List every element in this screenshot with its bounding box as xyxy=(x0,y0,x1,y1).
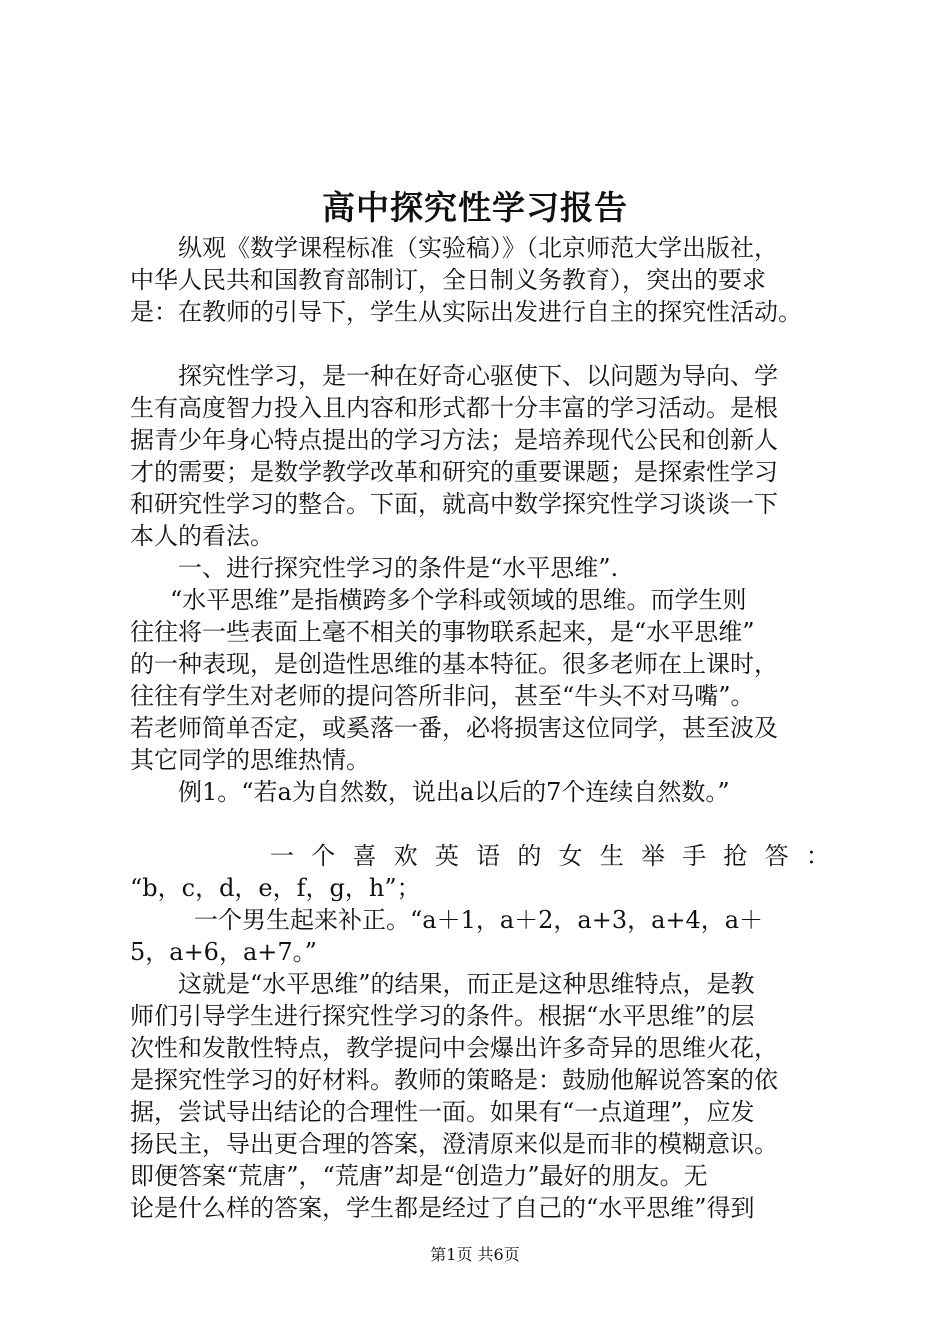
paragraph-line: 其它同学的思维热情。 xyxy=(130,746,370,774)
document-body xyxy=(130,232,830,1224)
paragraph-line: 一个男生起来补正。“a＋1，a＋2，a+3，a+4，a＋ xyxy=(194,906,764,934)
page-footer: 第1页 共6页 xyxy=(430,1245,520,1264)
paragraph-line: “水平思维”是指横跨多个学科或领域的思维。而学生则 xyxy=(170,586,747,614)
paragraph-line: 中华人民共和国教育部制订，全日制义务教育），突出的要求 xyxy=(130,266,766,294)
spread-char: ： xyxy=(805,842,830,870)
paragraph-line: 若老师简单否定，或奚落一番，必将损害这位同学，甚至波及 xyxy=(130,714,778,742)
paragraph-gap xyxy=(130,328,830,360)
spread-char: 抢 xyxy=(723,842,748,870)
paragraph-line: 生有高度智力投入且内容和形式都十分丰富的学习活动。是根 xyxy=(130,394,778,422)
paragraph-line: 师们引导学生进行探究性学习的条件。根据“水平思维”的层 xyxy=(130,1002,755,1030)
paragraph-line: 和研究性学习的整合。下面，就高中数学探究性学习谈谈一下 xyxy=(130,490,778,518)
paragraph-line: 扬民主，导出更合理的答案，澄清原来似是而非的模糊意识。 xyxy=(130,1130,778,1158)
spread-char: 英 xyxy=(434,842,459,870)
paragraph-line: 本人的看法。 xyxy=(130,522,274,550)
spread-char: 喜 xyxy=(352,842,377,870)
paragraph-line: 才的需要；是数学教学改革和研究的重要课题；是探索性学习 xyxy=(130,458,778,486)
spread-line xyxy=(130,840,830,872)
paragraph-line: 的一种表现，是创造性思维的基本特征。很多老师在上课时， xyxy=(130,650,778,678)
spread-char: 欢 xyxy=(393,842,418,870)
paragraph-line: 据青少年身心特点提出的学习方法；是培养现代公民和创新人 xyxy=(130,426,778,454)
paragraph-line: 往往有学生对老师的提问答所非问，甚至“牛头不对马嘴”。 xyxy=(130,682,755,710)
paragraph-line: 即便答案“荒唐”，“荒唐”却是“创造力”最好的朋友。无 xyxy=(130,1162,708,1190)
paragraph-line: 5，a+6，a+7。” xyxy=(130,938,317,966)
paragraph-line: 次性和发散性特点，教学提问中会爆出许多奇异的思维火花， xyxy=(130,1034,778,1062)
document-title: 高中探究性学习报告 xyxy=(322,188,628,227)
paragraph-line: 纵观《数学课程标准（实验稿）》（北京师范大学出版社， xyxy=(178,234,778,262)
spread-char: 答 xyxy=(764,842,789,870)
example-line: 例1。“若a为自然数，说出a以后的7个连续自然数。” xyxy=(178,778,730,806)
spread-char: 手 xyxy=(682,842,707,870)
paragraph-line: 据，尝试导出结论的合理性一面。如果有“一点道理”，应发 xyxy=(130,1098,755,1126)
spread-char: 女 xyxy=(558,842,583,870)
paragraph-line: 往往将一些表面上毫不相关的事物联系起来，是“水平思维” xyxy=(130,618,755,646)
spread-char: 一 xyxy=(270,842,294,870)
paragraph-line: 论是什么样的答案，学生都是经过了自己的“水平思维”得到 xyxy=(130,1194,755,1222)
spread-char: 个 xyxy=(311,842,336,870)
spread-char: 生 xyxy=(599,842,624,870)
paragraph-line: 是探究性学习的好材料。教师的策略是：鼓励他解说答案的依 xyxy=(130,1066,778,1094)
paragraph-gap xyxy=(130,808,830,840)
section-heading: 一、进行探究性学习的条件是“水平思维”. xyxy=(178,554,619,582)
paragraph-line: “b，c，d，e，f，g，h”； xyxy=(130,874,421,902)
paragraph-line: 探究性学习，是一种在好奇心驱使下、以问题为导向、学 xyxy=(178,362,778,390)
spread-char: 的 xyxy=(517,842,542,870)
spread-char: 语 xyxy=(476,842,501,870)
paragraph-line: 是：在教师的引导下，学生从实际出发进行自主的探究性活动。 xyxy=(130,298,802,326)
paragraph-line: 这就是“水平思维”的结果，而正是这种思维特点，是教 xyxy=(178,970,755,998)
spread-char: 举 xyxy=(640,842,665,870)
